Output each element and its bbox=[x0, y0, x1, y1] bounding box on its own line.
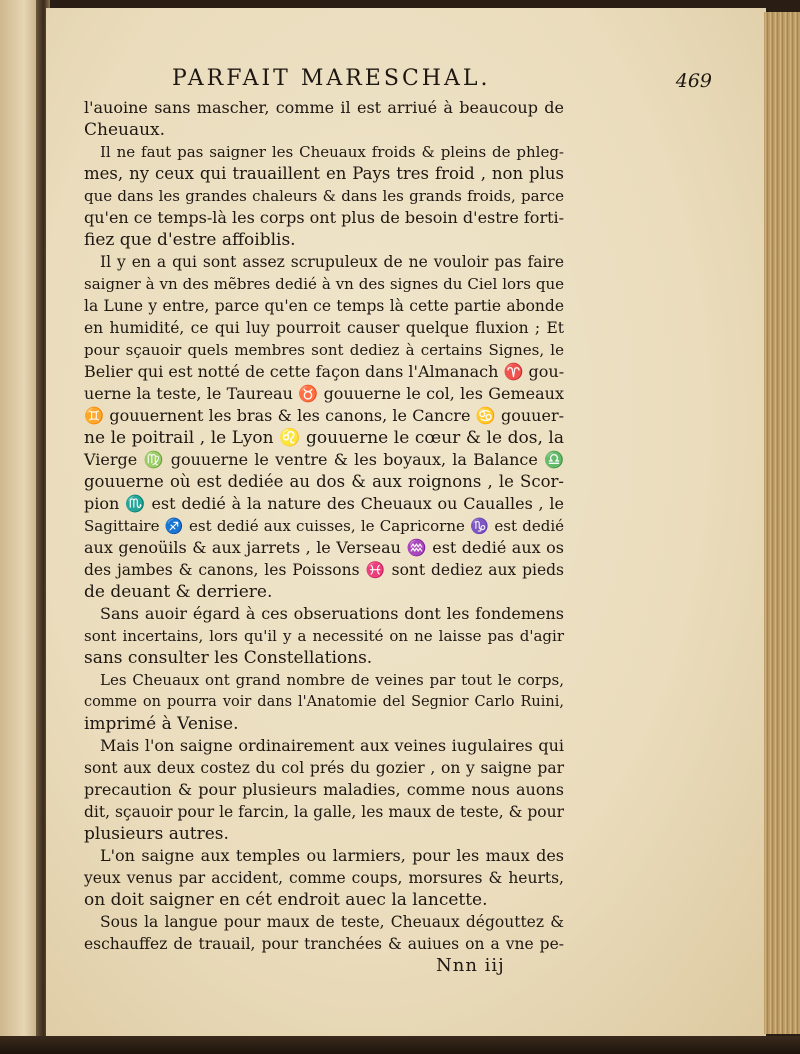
text-line: plusieurs autres. bbox=[84, 824, 229, 844]
text-line: Il y en a qui sont assez scrupuleux de ne vouloir pas faire bbox=[100, 253, 564, 271]
text-line: de deuant & derriere. bbox=[84, 582, 273, 602]
text-line: Il ne faut pas saigner les Cheuaux froids & pleins de phleg- bbox=[100, 143, 564, 161]
text-line: imprimé à Venise. bbox=[84, 714, 239, 734]
text-line: qu'en ce temps-là les corps ont plus de besoin d'estre forti- bbox=[84, 208, 565, 227]
text-line: pour sçauoir quels membres sont dediez à certains Signes, le bbox=[84, 341, 564, 359]
signature-mark: Nnn iij bbox=[436, 955, 505, 976]
text-line: Sous la langue pour maux de teste, Cheuaux dégouttez & bbox=[100, 913, 564, 931]
text-line: uerne la teste, le Taureau ♉ gouuerne le col, les Gemeaux bbox=[84, 384, 564, 403]
text-line: ne le poitrail , le Lyon ♌ gouuerne le cœur & le dos, la bbox=[84, 428, 564, 448]
text-line: gouuerne où est dediée au dos & aux roignons , le Scor- bbox=[84, 472, 564, 491]
text-line: Sagittaire ♐ est dedié aux cuisses, le Capricorne ♑ est dedié bbox=[84, 517, 564, 535]
text-line: Mais l'on saigne ordinairement aux veines iugulaires qui bbox=[100, 736, 564, 755]
text-line: saigner à vn des mẽbres dedié à vn des signes du Ciel lors que bbox=[84, 275, 564, 293]
text-line: comme on pourra voir dans l'Anatomie del Segnior Carlo Ruini, bbox=[84, 694, 564, 710]
text-line: sans consulter les Constellations. bbox=[84, 648, 373, 668]
text-line: mes, ny ceux qui trauaillent en Pays tres froid , non plus bbox=[84, 164, 564, 183]
page-stack-edge bbox=[764, 12, 800, 1034]
text-line: en humidité, ce qui luy pourroit causer quelque fluxion ; Et bbox=[84, 319, 564, 337]
text-line: dit, sçauoir pour le farcin, la galle, les maux de teste, & pour bbox=[84, 803, 564, 821]
text-line: Les Cheuaux ont grand nombre de veines par tout le corps, bbox=[100, 671, 564, 689]
text-line: L'on saigne aux temples ou larmiers, pour les maux des bbox=[100, 846, 564, 865]
text-line: pion ♏ est dedié à la nature des Cheuaux ou Caualles , le bbox=[84, 494, 564, 513]
text-line: fiez que d'estre affoiblis. bbox=[84, 230, 296, 250]
text-line: ♊ gouuernent les bras & les canons, le Cancre ♋ gouuer- bbox=[84, 406, 564, 425]
binding-shadow bbox=[0, 1036, 800, 1054]
text-line: que dans les grandes chaleurs & dans les grands froids, parce bbox=[84, 187, 564, 205]
text-line: aux genoüils & aux jarrets , le Verseau ♒ est dedié aux os bbox=[84, 538, 564, 557]
text-line: precaution & pour plusieurs maladies, comme nous auons bbox=[84, 780, 564, 799]
text-line: Belier qui est notté de cette façon dans l'Almanach ♈ gou- bbox=[84, 362, 565, 381]
page-number: 469 bbox=[675, 70, 712, 92]
text-line: l'auoine sans mascher, comme il est arriué à beaucoup de bbox=[84, 98, 564, 117]
text-line: yeux venus par accident, comme coups, morsures & heurts, bbox=[84, 869, 564, 887]
text-line: Vierge ♍ gouuerne le ventre & les boyaux, la Balance ♎ bbox=[84, 450, 564, 469]
text-line: sont incertains, lors qu'il y a necessité on ne laisse pas d'agir bbox=[84, 627, 564, 645]
text-line: sont aux deux costez du col prés du gozier , on y saigne par bbox=[84, 759, 564, 777]
text-line: des jambes & canons, les Poissons ♓ sont dediez aux pieds bbox=[84, 561, 564, 579]
text-line: on doit saigner en cét endroit auec la lancette. bbox=[84, 890, 488, 910]
running-title: PARFAIT MARESCHAL. bbox=[172, 66, 491, 91]
text-line: Cheuaux. bbox=[84, 120, 166, 140]
text-line: eschauffez de trauail, pour tranchées & auiues on a vne pe- bbox=[84, 935, 564, 953]
text-line: Sans auoir égard à ces obseruations dont les fondemens bbox=[100, 604, 564, 623]
running-head bbox=[172, 66, 712, 96]
text-line: la Lune y entre, parce qu'en ce temps là cette partie abonde bbox=[84, 297, 564, 315]
